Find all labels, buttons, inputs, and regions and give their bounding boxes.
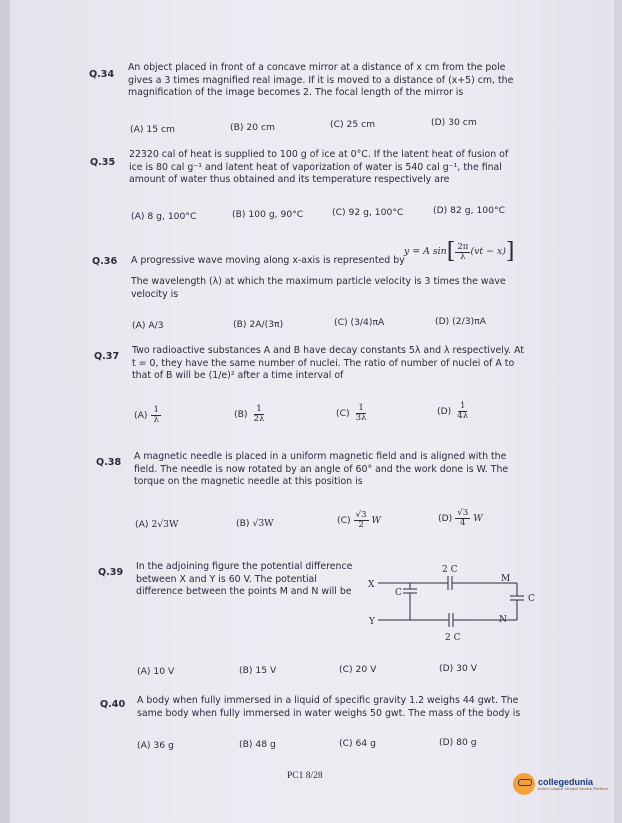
fraction-denominator: 2 <box>358 520 364 530</box>
option-a[interactable] <box>134 406 161 425</box>
fraction-denominator: λ <box>153 415 159 425</box>
collegedunia-logo[interactable] <box>513 769 617 799</box>
option-d[interactable]: (D) (2/3)πA <box>435 316 486 327</box>
logo-name: collegedunia <box>538 777 594 787</box>
option-fraction <box>354 511 369 530</box>
option-b[interactable]: (B) 15 V <box>239 665 277 676</box>
stem-line: A body when fully immersed in a liquid of specific gravity 1.2 weighs 44 gwt. The <box>137 695 519 706</box>
option-c[interactable]: (C) 92 g, 100°C <box>332 207 404 218</box>
question-stem <box>137 695 520 720</box>
capacitor-bottom-label: 2 C <box>445 633 461 643</box>
equation-lhs: y = A sin <box>404 245 447 257</box>
question-stem <box>134 451 508 489</box>
stem-line: An object placed in front of a concave mirror at a distance of x cm from the pole <box>128 62 506 73</box>
option-d[interactable]: (D) 80 g <box>439 737 477 748</box>
fraction-denominator: 4 <box>459 518 466 528</box>
question-stem <box>132 345 524 383</box>
stem-line: field. The needle is now rotated by an angle of 60° and the work done is W. The <box>134 463 509 475</box>
option-c[interactable] <box>337 511 381 530</box>
option-b[interactable]: (B) 2A/(3π) <box>233 319 284 330</box>
option-label: (B) <box>236 518 250 529</box>
option-label: (D) <box>438 513 453 524</box>
fraction-numerator: 2π <box>457 241 469 252</box>
wave-equation <box>404 241 515 263</box>
stem-line: magnification of the image becomes 2. The focal length of the mirror is <box>128 87 464 99</box>
page-edge-left <box>0 0 10 823</box>
question-number: Q.35 <box>90 157 116 168</box>
option-label: (A) <box>134 410 148 421</box>
option-a[interactable] <box>135 519 178 530</box>
bracket-right: ] <box>505 239 515 264</box>
fraction-numerator: 1 <box>459 401 466 411</box>
question-stem <box>128 62 513 100</box>
option-d[interactable]: (D) 30 V <box>439 663 478 674</box>
option-b[interactable]: (B) 20 cm <box>230 122 276 133</box>
point-n-label: N <box>499 615 507 625</box>
capacitor-right-label: C <box>528 594 535 604</box>
option-b[interactable]: (B) 100 g, 90°C <box>232 209 304 220</box>
option-a[interactable]: (A) 15 cm <box>130 124 175 135</box>
option-a[interactable]: (A) 8 g, 100°C <box>131 211 197 222</box>
stem-line: velocity is <box>131 288 179 300</box>
fraction-numerator: 1 <box>358 403 364 413</box>
stem-line: same body when fully immersed in water weighs 50 gwt. The mass of the body is <box>137 707 521 719</box>
option-tail: W <box>473 513 483 524</box>
option-c[interactable] <box>336 404 369 423</box>
option-fraction <box>455 509 470 528</box>
page-edge-right <box>614 0 622 823</box>
option-label: (D) <box>437 406 452 417</box>
stem-line: gives a 3 times magnified real image. If it is moved to a distance of (x+5) cm, the <box>128 74 514 86</box>
capacitor-left-label: C <box>395 588 402 598</box>
fraction-denominator: 4λ <box>457 411 469 421</box>
option-d[interactable]: (D) 30 cm <box>431 117 477 128</box>
logo-text <box>538 777 608 791</box>
stem-line: Two radioactive substances A and B have decay constants 5λ and λ respectively. At <box>132 345 525 356</box>
page-footer: PC1 8/28 <box>287 771 323 781</box>
option-a[interactable]: (A) A/3 <box>132 320 164 331</box>
stem-line: 22320 cal of heat is supplied to 100 g of ice at 0°C. If the latent heat of fusion of <box>129 149 509 160</box>
fraction-numerator: 1 <box>256 404 262 414</box>
point-m-label: M <box>501 574 511 584</box>
option-fraction <box>251 405 266 424</box>
question-number: Q.36 <box>92 256 118 267</box>
option-b[interactable] <box>234 405 266 424</box>
option-fraction <box>354 404 369 423</box>
stem-line: t = 0, they have the same number of nuclei. The ratio of number of nuclei of A to <box>132 357 515 369</box>
stem-line: torque on the magnetic needle at this position is <box>134 476 363 488</box>
terminal-x-label: X <box>368 580 375 590</box>
stem-line: difference between the points M and N will be <box>136 586 352 598</box>
stem-line: The wavelength (λ) at which the maximum particle velocity is 3 times the wave <box>131 276 506 287</box>
option-label: (C) <box>337 515 351 526</box>
fraction-numerator: √3 <box>355 510 367 520</box>
equation-fraction <box>455 243 470 262</box>
option-text: √3W <box>252 518 274 529</box>
bracket-left: [ <box>446 239 456 264</box>
option-d[interactable] <box>437 402 470 421</box>
fraction-denominator: λ <box>460 251 466 262</box>
stem-line: A magnetic needle is placed in a uniform magnetic field and is aligned with the <box>134 451 507 462</box>
capacitor-top-label: 2 C <box>442 565 458 575</box>
question-number: Q.34 <box>89 69 115 80</box>
question-stem <box>136 561 352 599</box>
fraction-numerator: √3 <box>457 508 469 518</box>
question-number: Q.38 <box>96 457 122 468</box>
option-fraction <box>455 402 470 421</box>
stem-line: ice is 80 cal g⁻¹ and latent heat of vaporization of water is 540 cal g⁻¹, the final <box>129 161 502 173</box>
option-label: (A) <box>135 519 149 530</box>
stem-line: In the adjoining figure the potential difference <box>136 561 353 572</box>
stem-line: between X and Y is 60 V. The potential <box>136 573 317 585</box>
stem-line: that of B will be (1/e)² after a time interval of <box>132 370 344 382</box>
option-c[interactable]: (C) (3/4)πA <box>334 317 385 328</box>
fraction-denominator: 3λ <box>355 413 367 423</box>
equation-tail: (vt − x) <box>470 245 506 257</box>
option-c[interactable]: (C) 64 g <box>339 738 376 749</box>
question-number: Q.37 <box>94 351 120 362</box>
stem-line: A progressive wave moving along x-axis is represented by <box>131 255 405 266</box>
option-d[interactable]: (D) 82 g, 100°C <box>433 205 505 216</box>
terminal-y-label: Y <box>369 617 375 627</box>
option-a[interactable]: (A) 10 V <box>137 666 175 677</box>
question-number: Q.39 <box>98 567 124 578</box>
option-b[interactable] <box>236 518 274 529</box>
fraction-denominator: 2λ <box>253 414 265 424</box>
question-stem <box>131 276 506 301</box>
fraction-numerator: 1 <box>153 405 159 415</box>
option-c[interactable]: (C) 25 cm <box>330 119 376 130</box>
question-stem <box>129 149 508 187</box>
logo-mascot-icon <box>513 773 535 795</box>
option-d[interactable] <box>438 509 483 528</box>
option-text: 2√3W <box>151 519 179 530</box>
option-b[interactable]: (B) 48 g <box>239 739 276 750</box>
option-label: (B) <box>234 409 248 420</box>
logo-tagline: India's Largest Student Review Platform <box>538 787 608 791</box>
capacitor-circuit-diagram <box>365 560 540 650</box>
option-a[interactable]: (A) 36 g <box>137 740 174 751</box>
option-label: (C) <box>336 408 350 419</box>
stem-line: amount of water thus obtained and its temperature respectively are <box>129 174 450 186</box>
option-tail: W <box>371 515 381 526</box>
option-fraction <box>151 406 160 425</box>
question-number: Q.40 <box>100 699 126 710</box>
option-c[interactable]: (C) 20 V <box>339 664 377 675</box>
